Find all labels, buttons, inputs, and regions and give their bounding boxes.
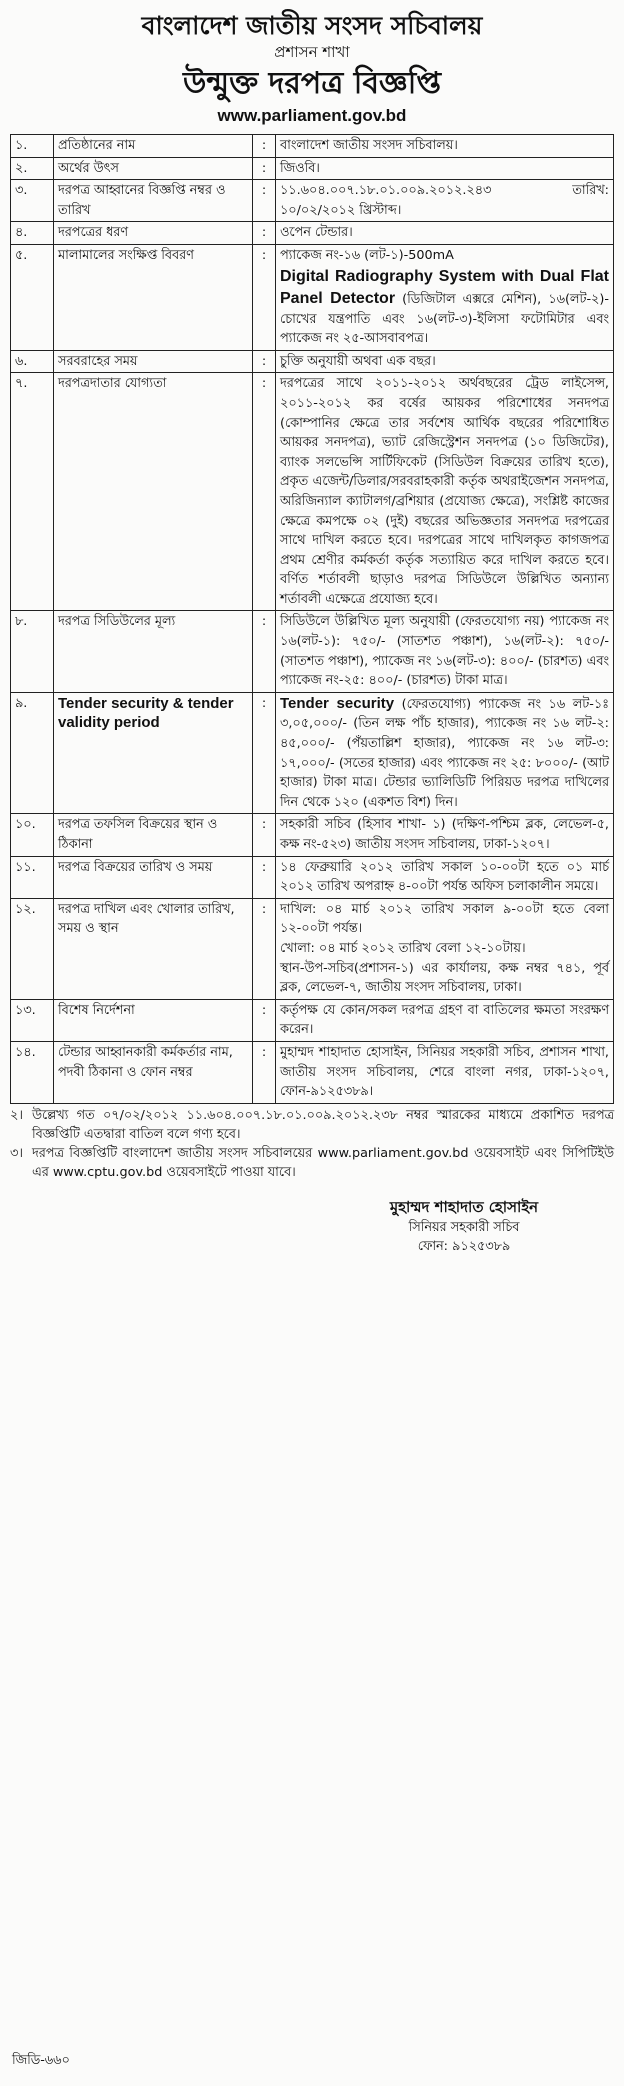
row-label: দরপত্রদাতার যোগ্যতা bbox=[54, 373, 253, 611]
row-label: দরপত্র সিডিউলের মূল্য bbox=[54, 611, 253, 692]
row-value: দরপত্রের সাথে ২০১১-২০১২ অর্থবছরের ট্রেড লাইসেন্স, ২০১১-২০১২ কর বর্ষের আয়কর পরিশোধের সনদপত্র (কোম্পানির ক্ষেত্রে তার সর্বশেষ আর্থিক বছরের পরিশোধিত আয়কর সনদপত্র), ভ্যাট রেজিস্ট্রেশন সনদপত্র (১০ ডিজিটের), ব্যাংক সলভেন্সি সার্টিফিকেট (সিডিউল বিক্রয়ের তারিখ হতে), প্রকৃত এজেন্ট/ডিলার/সরবরাহকারী কর্তৃক অথরাইজেশন সনদপত্র, অরিজিন্যাল ক্যাটালগ/ব্রশিয়ার (প্রযোজ্য ক্ষেত্রে), সংশ্লিষ্ট কাজের ক্ষেত্রে কমপক্ষে ০২ (দুই) বছরের অভিজ্ঞতার সনদপত্র দরপত্রের সাথে দাখিল করতে হবে। দরপত্রের সাথে দাখিলকৃত কাগজপত্র প্রথম শ্রেণীর কর্মকর্তা কর্তৃক সত্যায়িত করে দাখিল করতে হবে। বর্ণিত শর্তাবলী ছাড়াও দরপত্র সিডিউলে উল্লিখিত অন্যান্য শর্তাবলী এক্ষেত্রে প্রযোজ্য হবে। bbox=[276, 373, 614, 611]
note-text: উল্লেখ্য গত ০৭/০২/২০১২ ১১.৬০৪.০০৭.১৮.০১.০০৯.২০১২.২৩৮ নম্বর স্মারকের মাধ্যমে প্রকাশিত দরপত্র বিজ্ঞপ্তিটি এতদ্বারা বাতিল বলে গণ্য হবে। bbox=[32, 1107, 614, 1142]
row-number: ২. bbox=[11, 157, 54, 180]
row-number: ১২. bbox=[11, 898, 54, 999]
row-value: সিডিউলে উল্লিখিত মূল্য অনুযায়ী (ফেরতযোগ্য নয়) প্যাকেজ নং ১৬(লট-১): ৭৫০/- (সাতশত পঞ্চাশ), ১৬(লট-২): ৭৫০/- (সাতশত পঞ্চাশ), প্যাকেজ নং ১৬(লট-৩): ৪০০/- (চারশত) এবং প্যাকেজ নং-২৫: ৪০০/- (চারশত) টাকা মাত্র। bbox=[276, 611, 614, 692]
row-value-line: দাখিল: ০৪ মার্চ ২০১২ তারিখ সকাল ৯-০০টা হতে বেলা ১২-০০টা পর্যন্ত। bbox=[280, 901, 609, 937]
row-separator: : bbox=[253, 135, 276, 158]
row-separator: : bbox=[253, 180, 276, 222]
tender-details-table bbox=[10, 134, 614, 1104]
row-value-part: (ফেরতযোগ্য) প্যাকেজ নং ১৬ লট-১ঃ ৩,০৫,০০০/- (তিন লক্ষ পাঁচ হাজার), প্যাকেজ নং ১৬ লট-২: ৪৫,০০০/- (পঁয়তাল্লিশ হাজার), প্যাকেজ নং ১৬ লট-৩: ১৭,০০০/- (সতের হাজার) এবং প্যাকেজ নং ২৫: ৮০০০/- (আট হাজার) টাকা মাত্র। টেন্ডার ভ্যালিডিটি পিরিয়ড দরপত্র দাখিলের দিন থেকে ১২০ (একশত বিশ) দিন। bbox=[280, 696, 609, 810]
table-row bbox=[11, 157, 614, 180]
table-row bbox=[11, 135, 614, 158]
row-label: প্রতিষ্ঠানের নাম bbox=[54, 135, 253, 158]
branch-name: প্রশাসন শাখা bbox=[274, 43, 350, 61]
row-value-english: Digital Radiography System with Dual Flat Panel Detector bbox=[280, 267, 609, 307]
table-row bbox=[11, 999, 614, 1041]
table-row bbox=[11, 814, 614, 856]
row-separator: : bbox=[253, 898, 276, 999]
row-number: ১. bbox=[11, 135, 54, 158]
row-separator: : bbox=[253, 350, 276, 373]
note-text: দরপত্র বিজ্ঞপ্তিটি বাংলাদেশ জাতীয় সংসদ সচিবালয়ের www.parliament.gov.bd ওয়েবসাইট এবং সিপিটিইউ এর www.cptu.gov.bd ওয়েবসাইটে পাওয়া যাবে। bbox=[32, 1145, 614, 1180]
row-value bbox=[276, 692, 614, 814]
row-value-part: (ডিজিটাল এক্সরে মেশিন), ১৬(লট-২)-চোখের যন্ত্রপাতি এবং ১৬(লট-৩)-ইলিসা ফটোমিটার এবং প্যাকেজ নং ২৫-আসবাবপত্র। bbox=[280, 291, 609, 347]
row-separator: : bbox=[253, 1041, 276, 1103]
signatory-name: মুহাম্মদ শাহাদাত হোসাইন bbox=[389, 1197, 539, 1216]
row-separator: : bbox=[253, 692, 276, 814]
notice-header bbox=[10, 10, 614, 128]
row-separator: : bbox=[253, 814, 276, 856]
signature-block bbox=[314, 1196, 614, 1256]
row-label: টেন্ডার আহ্বানকারী কর্মকর্তার নাম, পদবী ঠিকানা ও ফোন নম্বর bbox=[54, 1041, 253, 1103]
row-number: ১০. bbox=[11, 814, 54, 856]
table-row bbox=[11, 222, 614, 245]
table-row bbox=[11, 898, 614, 999]
row-value: সহকারী সচিব (হিসাব শাখা- ১) (দক্ষিণ-পশ্চিম ব্লক, লেভেল-৫, কক্ষ নং-৫২৩) জাতীয় সংসদ সচিবালয়, ঢাকা-১২০৭। bbox=[276, 814, 614, 856]
row-value-part: প্যাকেজ নং-১৬ (লট-১)-500mA bbox=[280, 247, 454, 263]
row-number: ৯. bbox=[11, 692, 54, 814]
row-separator: : bbox=[253, 856, 276, 898]
row-separator: : bbox=[253, 244, 276, 350]
row-value: ওপেন টেন্ডার। bbox=[276, 222, 614, 245]
footer-code: জিডি-৬৬০ bbox=[12, 2053, 70, 2068]
row-number: ৬. bbox=[11, 350, 54, 373]
row-separator: : bbox=[253, 373, 276, 611]
table-row bbox=[11, 1041, 614, 1103]
table-row bbox=[11, 611, 614, 692]
note-item bbox=[10, 1106, 614, 1144]
row-value-english: Tender security bbox=[280, 694, 395, 712]
row-separator: : bbox=[253, 999, 276, 1041]
table-row bbox=[11, 373, 614, 611]
row-value: কর্তৃপক্ষ যে কোন/সকল দরপত্র গ্রহণ বা বাতিলের ক্ষমতা সংরক্ষণ করেন। bbox=[276, 999, 614, 1041]
row-separator: : bbox=[253, 222, 276, 245]
row-label: সরবরাহের সময় bbox=[54, 350, 253, 373]
table-row bbox=[11, 180, 614, 222]
row-label: মালামালের সংক্ষিপ্ত বিবরণ bbox=[54, 244, 253, 350]
row-label: দরপত্র তফসিল বিক্রয়ের স্থান ও ঠিকানা bbox=[54, 814, 253, 856]
row-number: ১৪. bbox=[11, 1041, 54, 1103]
website-link[interactable]: www.parliament.gov.bd bbox=[217, 106, 407, 125]
table-row bbox=[11, 350, 614, 373]
row-value bbox=[276, 898, 614, 999]
table-row bbox=[11, 244, 614, 350]
row-label: বিশেষ নির্দেশনা bbox=[54, 999, 253, 1041]
row-number: ১১. bbox=[11, 856, 54, 898]
row-label: দরপত্রের ধরণ bbox=[54, 222, 253, 245]
table-row bbox=[11, 856, 614, 898]
row-value: চুক্তি অনুযায়ী অথবা এক বছর। bbox=[276, 350, 614, 373]
row-number: ৪. bbox=[11, 222, 54, 245]
row-label: অর্থের উৎস bbox=[54, 157, 253, 180]
signatory-designation: সিনিয়র সহকারী সচিব bbox=[408, 1219, 520, 1235]
notice-title: উন্মুক্ত দরপত্র বিজ্ঞপ্তি bbox=[182, 66, 441, 101]
signatory-phone: ফোন: ৯১২৫৩৮৯ bbox=[417, 1238, 511, 1254]
row-number: ৭. bbox=[11, 373, 54, 611]
row-value: ১৪ ফেব্রুয়ারি ২০১২ তারিখ সকাল ১০-০০টা হতে ০১ মার্চ ২০১২ তারিখ অপরাহ্ন ৪-০০টা পর্যন্ত অফিস চলাকালীন সময়ে। bbox=[276, 856, 614, 898]
row-separator: : bbox=[253, 611, 276, 692]
organization-name: বাংলাদেশ জাতীয় সংসদ সচিবালয় bbox=[141, 11, 483, 40]
row-value-line: খোলা: ০৪ মার্চ ২০১২ তারিখ বেলা ১২-১০টায়। bbox=[280, 940, 526, 956]
row-value: বাংলাদেশ জাতীয় সংসদ সচিবালয়। bbox=[276, 135, 614, 158]
row-label: দরপত্র বিক্রয়ের তারিখ ও সময় bbox=[54, 856, 253, 898]
row-value: মুহাম্মদ শাহাদাত হোসাইন, সিনিয়র সহকারী সচিব, প্রশাসন শাখা, জাতীয় সংসদ সচিবালয়, শেরে বাংলা নগর, ঢাকা-১২০৭, ফোন-৯১২৫৩৮৯। bbox=[276, 1041, 614, 1103]
note-number: ২। bbox=[10, 1107, 23, 1123]
additional-notes bbox=[10, 1106, 614, 1182]
row-separator: : bbox=[253, 157, 276, 180]
row-label: Tender security & tender validity period bbox=[54, 692, 253, 814]
row-value-line: স্থান-উপ-সচিব(প্রশাসন-১) এর কার্যালয়, কক্ষ নম্বর ৭৪১, পূর্ব ব্লক, লেভেল-৭, জাতীয় সংসদ সচিবালয়, ঢাকা। bbox=[280, 960, 609, 996]
note-item bbox=[10, 1144, 614, 1182]
row-value: জিওবি। bbox=[276, 157, 614, 180]
row-number: ১৩. bbox=[11, 999, 54, 1041]
row-value bbox=[276, 244, 614, 350]
row-label: দরপত্র আহ্বানের বিজ্ঞপ্তি নম্বর ও তারিখ bbox=[54, 180, 253, 222]
row-number: ৫. bbox=[11, 244, 54, 350]
row-value: ১১.৬০৪.০০৭.১৮.০১.০০৯.২০১২.২৪৩ তারিখ: ১০/০২/২০১২ খ্রিস্টাব্দ। bbox=[276, 180, 614, 222]
row-label: দরপত্র দাখিল এবং খোলার তারিখ, সময় ও স্থান bbox=[54, 898, 253, 999]
row-number: ৩. bbox=[11, 180, 54, 222]
table-row bbox=[11, 692, 614, 814]
note-number: ৩। bbox=[10, 1145, 23, 1161]
row-number: ৮. bbox=[11, 611, 54, 692]
